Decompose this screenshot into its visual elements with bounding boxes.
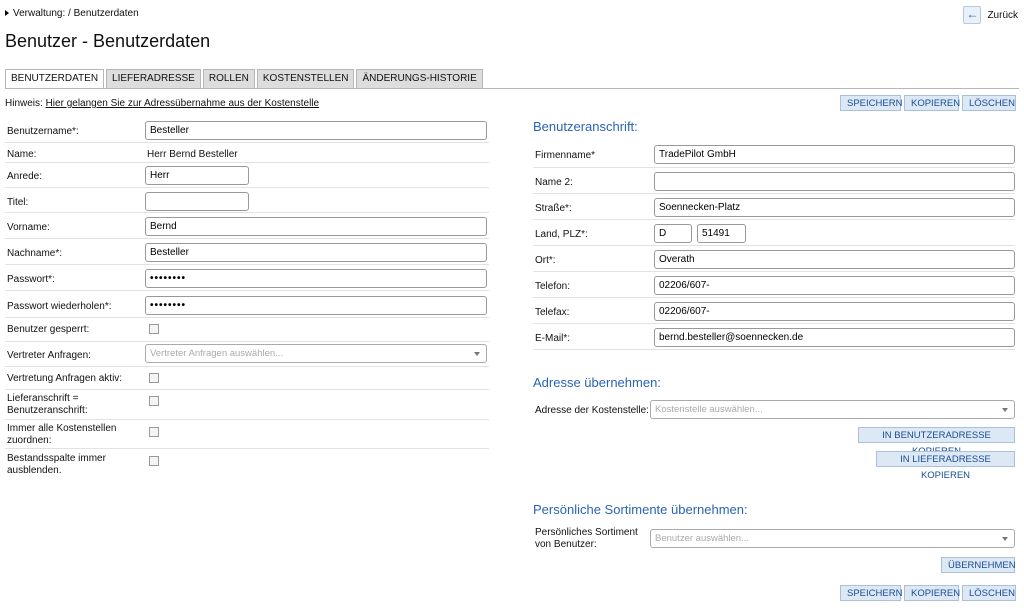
- row-password: [5, 265, 489, 291]
- chevron-down-icon: [1002, 537, 1008, 541]
- phone-input[interactable]: [654, 276, 1015, 295]
- substitute-active-label: Vertretung Anfragen aktiv:: [7, 373, 123, 384]
- row-title: [5, 188, 489, 213]
- title-label: Titel:: [7, 197, 29, 208]
- fax-label: Telefax:: [535, 307, 570, 318]
- name2-label: Name 2:: [535, 177, 573, 188]
- stock-column-line2: ausblenden.: [7, 465, 62, 476]
- all-cost-centers-checkbox[interactable]: [149, 427, 159, 437]
- save-button-top[interactable]: SPEICHERN: [840, 95, 901, 111]
- row-all-cost-centers: [5, 420, 489, 449]
- tab-benutzerdaten[interactable]: BENUTZERDATEN: [5, 69, 104, 89]
- copy-button-bottom[interactable]: KOPIEREN: [904, 585, 959, 601]
- fax-input[interactable]: [654, 302, 1015, 321]
- copy-to-delivery-address-button[interactable]: IN LIEFERADRESSE KOPIEREN: [876, 451, 1015, 467]
- country-zip-label: Land, PLZ*:: [535, 229, 588, 240]
- stock-column-label: [7, 453, 106, 477]
- delete-button-top[interactable]: LÖSCHEN: [962, 95, 1016, 111]
- row-email: [533, 324, 1015, 350]
- tab-rollen[interactable]: ROLLEN: [203, 69, 255, 89]
- chevron-down-icon: [1002, 408, 1008, 412]
- locked-checkbox[interactable]: [149, 324, 159, 334]
- breadcrumb-arrow-icon: [5, 10, 9, 16]
- stock-column-checkbox[interactable]: [149, 456, 159, 466]
- breadcrumb: [5, 8, 139, 19]
- phone-label: Telefon:: [535, 281, 571, 292]
- city-label: Ort*:: [535, 255, 556, 266]
- address-heading: Benutzeranschrift:: [533, 119, 638, 134]
- assortment-placeholder: Benutzer auswählen...: [655, 533, 750, 544]
- country-input[interactable]: [654, 224, 692, 243]
- tab-kostenstellen[interactable]: KOSTENSTELLEN: [257, 69, 355, 89]
- hint-link[interactable]: Hier gelangen Sie zur Adressübernahme aus der Kostenstelle: [45, 98, 320, 109]
- password-repeat-input[interactable]: [145, 296, 487, 315]
- substitute-label: Vertreter Anfragen:: [7, 350, 91, 361]
- email-label: E-Mail*:: [535, 333, 571, 344]
- row-substitute-active: [5, 367, 489, 390]
- row-assortment: [533, 525, 1015, 555]
- password-label: Passwort*:: [7, 274, 55, 285]
- row-street: [533, 194, 1015, 220]
- row-salutation: [5, 163, 489, 188]
- salutation-input[interactable]: [145, 166, 249, 185]
- assortment-label-line2: von Benutzer:: [535, 539, 597, 550]
- substitute-select[interactable]: [145, 344, 487, 363]
- row-name2: [533, 168, 1015, 194]
- street-input[interactable]: [654, 198, 1015, 217]
- delivery-equals-user-line1: Lieferanschrift =: [7, 393, 79, 404]
- cost-center-select[interactable]: [650, 400, 1015, 419]
- delivery-equals-user-checkbox[interactable]: [149, 396, 159, 406]
- back-label: Zurück: [987, 9, 1018, 21]
- row-lastname: [5, 239, 489, 265]
- row-password-repeat: [5, 291, 489, 318]
- save-button-bottom[interactable]: SPEICHERN: [840, 585, 901, 601]
- assortment-heading: Persönliche Sortimente übernehmen:: [533, 502, 748, 517]
- cost-center-placeholder: Kostenstelle auswählen...: [655, 404, 763, 415]
- row-company: [533, 142, 1015, 168]
- salutation-label: Anrede:: [7, 171, 43, 182]
- cost-center-label: Adresse der Kostenstelle:: [535, 405, 649, 416]
- street-label: Straße*:: [535, 203, 572, 214]
- name-label: Name:: [7, 149, 37, 160]
- page-title: Benutzer - Benutzerdaten: [5, 31, 211, 51]
- tab-aenderungs-historie[interactable]: ÄNDERUNGS-HISTORIE: [356, 69, 482, 89]
- zip-input[interactable]: [697, 224, 746, 243]
- lastname-input[interactable]: [145, 243, 487, 262]
- name-value: Herr Bernd Besteller: [147, 149, 238, 160]
- copy-to-user-address-button[interactable]: IN BENUTZERADRESSE: [858, 427, 1015, 443]
- assortment-label-line1: Persönliches Sortiment: [535, 527, 638, 538]
- username-input[interactable]: [145, 121, 487, 140]
- substitute-active-checkbox[interactable]: [149, 373, 159, 383]
- lastname-label: Nachname*:: [7, 248, 63, 259]
- firstname-input[interactable]: [145, 217, 487, 236]
- hint: [5, 98, 319, 109]
- all-cost-centers-label: [7, 423, 117, 447]
- row-stock-column: [5, 449, 489, 479]
- locked-label: Benutzer gesperrt:: [7, 324, 90, 335]
- row-fax: [533, 298, 1015, 324]
- arrow-left-icon: ←: [963, 6, 981, 24]
- copy-button-top[interactable]: KOPIEREN: [904, 95, 959, 111]
- tab-lieferadresse[interactable]: LIEFERADRESSE: [106, 69, 201, 89]
- company-label: Firmenname*: [535, 150, 596, 161]
- all-cost-centers-line1: Immer alle Kostenstellen: [7, 423, 117, 434]
- back-button[interactable]: [963, 6, 1018, 24]
- row-name: [5, 143, 489, 163]
- adopt-address-heading: Adresse übernehmen:: [533, 375, 661, 390]
- row-city: [533, 246, 1015, 272]
- substitute-placeholder: Vertreter Anfragen auswählen...: [150, 348, 284, 359]
- assortment-label: [535, 527, 638, 551]
- row-username: [5, 118, 489, 143]
- row-delivery-equals-user: [5, 390, 489, 420]
- tab-divider: [5, 88, 1019, 89]
- row-phone: [533, 272, 1015, 298]
- all-cost-centers-line2: zuordnen:: [7, 435, 52, 446]
- city-input[interactable]: [654, 250, 1015, 269]
- assortment-user-select[interactable]: [650, 529, 1015, 548]
- hint-prefix: Hinweis:: [5, 98, 46, 109]
- chevron-down-icon: [474, 352, 480, 356]
- password-repeat-label: Passwort wiederholen*:: [7, 301, 112, 312]
- apply-assortment-button[interactable]: ÜBERNEHMEN: [941, 557, 1015, 573]
- delivery-equals-user-line2: Benutzeranschrift:: [7, 405, 88, 416]
- stock-column-line1: Bestandsspalte immer: [7, 453, 106, 464]
- row-substitute: [5, 342, 489, 367]
- title-input[interactable]: [145, 192, 249, 211]
- delivery-equals-user-label: [7, 393, 88, 417]
- row-locked: [5, 318, 489, 342]
- username-label: Benutzername*:: [7, 126, 79, 137]
- row-cost-center: [533, 398, 1015, 422]
- company-input[interactable]: [654, 145, 1015, 164]
- row-firstname: [5, 213, 489, 239]
- password-input[interactable]: [145, 269, 487, 288]
- row-country-zip: [533, 220, 1015, 246]
- name2-input[interactable]: [654, 172, 1015, 191]
- delete-button-bottom[interactable]: LÖSCHEN: [962, 585, 1016, 601]
- firstname-label: Vorname:: [7, 222, 50, 233]
- email-input[interactable]: [654, 328, 1015, 347]
- breadcrumb-text[interactable]: Verwaltung: / Benutzerdaten: [13, 8, 139, 19]
- tab-bar: [5, 69, 483, 89]
